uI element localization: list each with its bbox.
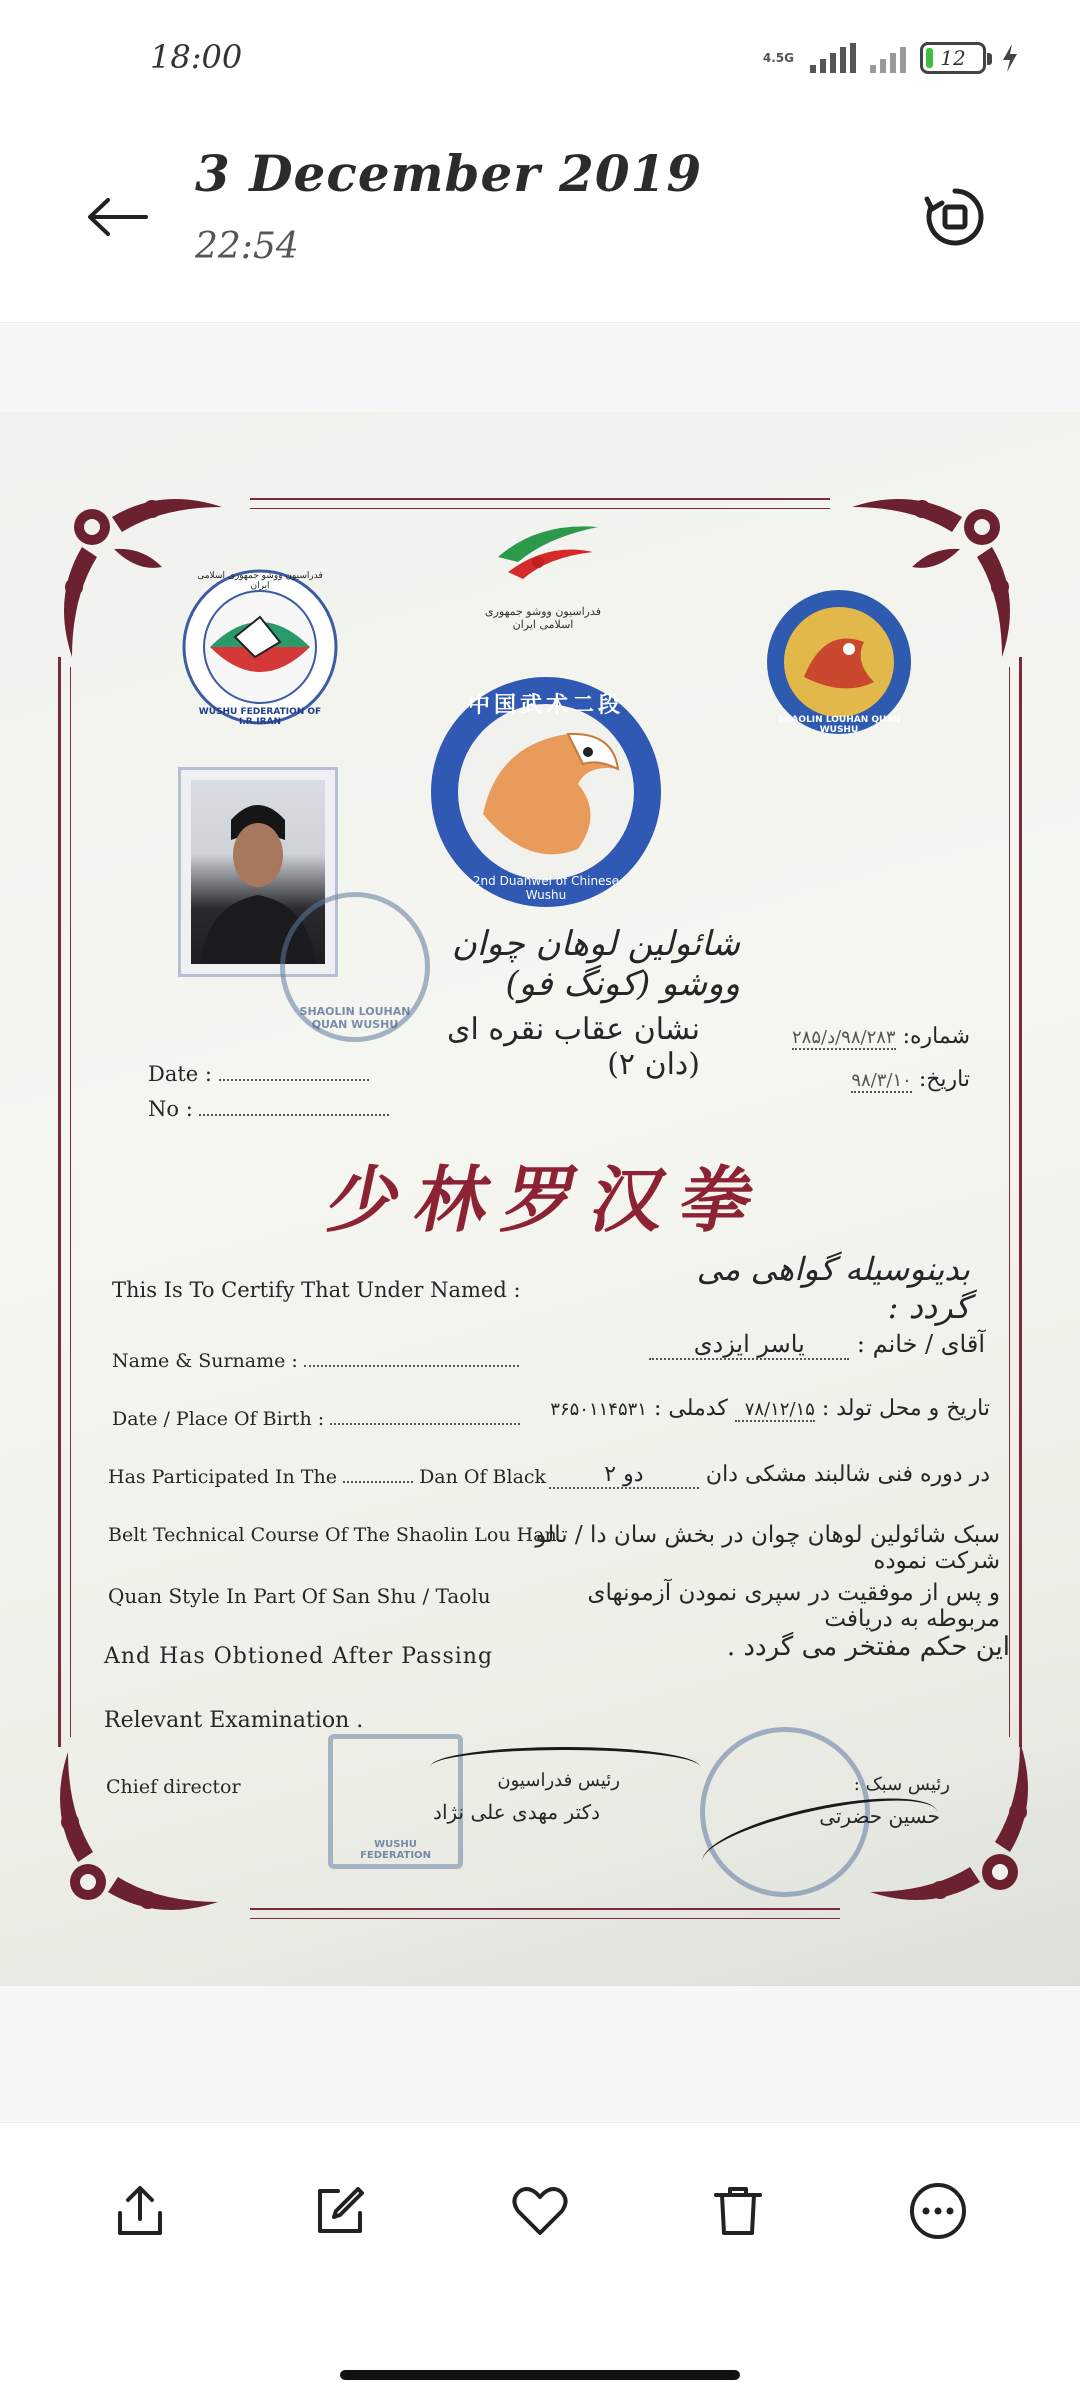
official-round-stamp	[280, 892, 430, 1042]
right-emblem-text: SHAOLIN LOUHAN QUAN WUSHU	[777, 715, 901, 735]
certificate-persian-title: شائولین لوهان چوان ووشو (کونگ فو)	[451, 924, 740, 1004]
dan-of-black-text: Dan Of Black	[419, 1466, 547, 1488]
date-fa-label: تاریخ:	[918, 1067, 970, 1092]
id-fa-value: ۳۶۵۰۱۱۴۵۳۱	[550, 1399, 647, 1420]
battery-level: 12	[940, 46, 966, 70]
bottom-border-line	[250, 1908, 840, 1910]
certificate-date-row	[740, 1067, 970, 1093]
left-emblem-text: WUSHU FEDERATION OF I.R.IRAN	[198, 707, 322, 727]
dob-fa-label: تاریخ و محل تولد :	[821, 1396, 990, 1421]
rotate-icon	[923, 185, 987, 249]
top-border-line	[250, 498, 830, 500]
honor-fa-line: این حکم مفتخر می گردد .	[726, 1632, 1010, 1662]
number-value: ۹۸/۲۸۳/د/۲۸۵	[792, 1027, 896, 1048]
favorite-button[interactable]	[500, 2171, 580, 2251]
status-bar	[0, 0, 1080, 120]
center-emblem-top-text: 中国武术二段	[467, 693, 624, 718]
name-field	[304, 1365, 519, 1367]
certificate-persian-subtitle: نشان عقاب نقره ای (دان ۲)	[447, 1012, 700, 1082]
obtained-line: And Has Obtioned After Passing	[104, 1644, 494, 1669]
signal-strength-secondary-icon	[870, 43, 906, 73]
network-type-label: 4.5G	[762, 50, 794, 65]
course-fa-label: در دوره فنی شالبند مشکی دان	[705, 1462, 990, 1487]
date-row	[148, 1062, 369, 1086]
certify-text: This Is To Certify That Under Named :	[112, 1278, 521, 1302]
duanwei-emblem	[428, 674, 664, 910]
name-row	[112, 1350, 519, 1372]
style-fa-line: سبک شائولین لوهان چوان در بخش سان دا / تالو شرکت نموده	[535, 1522, 1000, 1574]
charging-bolt-icon	[1000, 43, 1020, 73]
floral-corner-ornament	[48, 1732, 238, 1922]
name-fa-label: آقای / خانم :	[856, 1330, 985, 1358]
share-button[interactable]	[100, 2171, 180, 2251]
heart-icon	[510, 2183, 570, 2239]
participated-row	[108, 1466, 546, 1488]
date-field	[219, 1079, 369, 1081]
name-fa-row	[545, 1330, 985, 1360]
signal-strength-icon	[810, 43, 856, 73]
bottom-border-line-inner	[250, 1918, 840, 1919]
federation-head-name: دکتر مهدی علی نژاد	[433, 1800, 600, 1824]
dan-field	[343, 1481, 413, 1483]
status-icons	[763, 40, 1020, 76]
edit-icon	[312, 2183, 368, 2239]
wushu-federation-logo	[180, 567, 340, 727]
arrow-left-icon	[86, 197, 148, 237]
dob-row	[112, 1408, 520, 1430]
dob-field	[330, 1423, 520, 1425]
number-label: شماره:	[902, 1024, 970, 1049]
photo-time-subtitle: 22:54	[195, 226, 299, 267]
battery-icon	[920, 42, 986, 74]
certificate-main-title: 少林罗汉拳	[319, 1157, 778, 1242]
photo-viewer[interactable]	[0, 412, 1080, 1986]
style-head-name: حسین حضرتی	[819, 1804, 940, 1828]
date-fa-value: ۹۸/۳/۱۰	[851, 1070, 912, 1091]
relevant-line: Relevant Examination .	[104, 1708, 364, 1733]
left-emblem-top-text: فدراسیون ووشو جمهوری اسلامی ایران	[197, 571, 323, 591]
federation-head-label: رئیس فدراسیون	[497, 1770, 620, 1791]
after-fa-line: و پس از موفقیت در سپری نمودن آزمونهای مربوطه به دریافت	[587, 1580, 1000, 1632]
shaolin-louhan-logo	[764, 587, 914, 737]
date-label: Date :	[148, 1062, 212, 1086]
viewer-header	[0, 120, 1080, 323]
square-stamp-text: WUSHU FEDERATION	[360, 1839, 431, 1861]
no-row	[148, 1097, 389, 1121]
stamp-text: SHAOLIN LOUHAN QUAN WUSHU	[299, 1005, 411, 1031]
edit-button[interactable]	[300, 2171, 380, 2251]
center-emblem-bottom-text: 2nd Duanwei of Chinese Wushu	[472, 874, 620, 902]
id-fa-label: کدملی :	[653, 1396, 728, 1421]
status-time: 18:00	[150, 38, 243, 76]
flag-icon	[478, 517, 608, 597]
bottom-action-bar	[0, 2122, 1080, 2400]
course-fa-row	[540, 1462, 990, 1489]
certificate-number-row	[720, 1024, 970, 1050]
dob-label: Date / Place Of Birth :	[112, 1408, 325, 1430]
iran-flag-emblem	[478, 517, 608, 631]
certify-fa-text: بدینوسیله گواهی می گردد :	[696, 1250, 970, 1326]
home-indicator[interactable]	[340, 2370, 740, 2380]
back-button[interactable]	[80, 180, 154, 254]
course-fa-value: دو ۲	[549, 1462, 699, 1489]
certificate-document	[0, 412, 1080, 1986]
top-border-line-inner	[250, 508, 830, 509]
no-field	[199, 1114, 389, 1116]
delete-button[interactable]	[698, 2171, 778, 2251]
trash-icon	[710, 2183, 766, 2239]
more-icon	[908, 2181, 968, 2241]
dob-fa-row	[540, 1396, 990, 1422]
photo-date-title: 3 December 2019	[195, 144, 703, 203]
more-button[interactable]	[898, 2171, 978, 2251]
chief-director-label: Chief director	[106, 1776, 241, 1798]
rotate-button[interactable]	[910, 172, 1000, 262]
name-label: Name & Surname :	[112, 1350, 298, 1372]
participated-text: Has Participated In The	[108, 1466, 337, 1488]
name-fa-value: یاسر ایزدی	[649, 1330, 849, 1360]
federation-signature	[430, 1747, 700, 1787]
no-label: No :	[148, 1097, 193, 1121]
share-icon	[112, 2183, 168, 2239]
belt-line: Belt Technical Course Of The Shaolin Lou Han	[108, 1524, 557, 1546]
dob-fa-value: ۷۸/۱۲/۱۵	[735, 1399, 815, 1422]
flag-caption: فدراسیون ووشو جمهوری اسلامی ایران	[484, 605, 602, 631]
quan-line: Quan Style In Part Of San Shu / Taolu	[108, 1584, 491, 1608]
federation-logo-icon	[180, 567, 340, 727]
style-head-label: رئیس سبک :	[853, 1774, 950, 1795]
